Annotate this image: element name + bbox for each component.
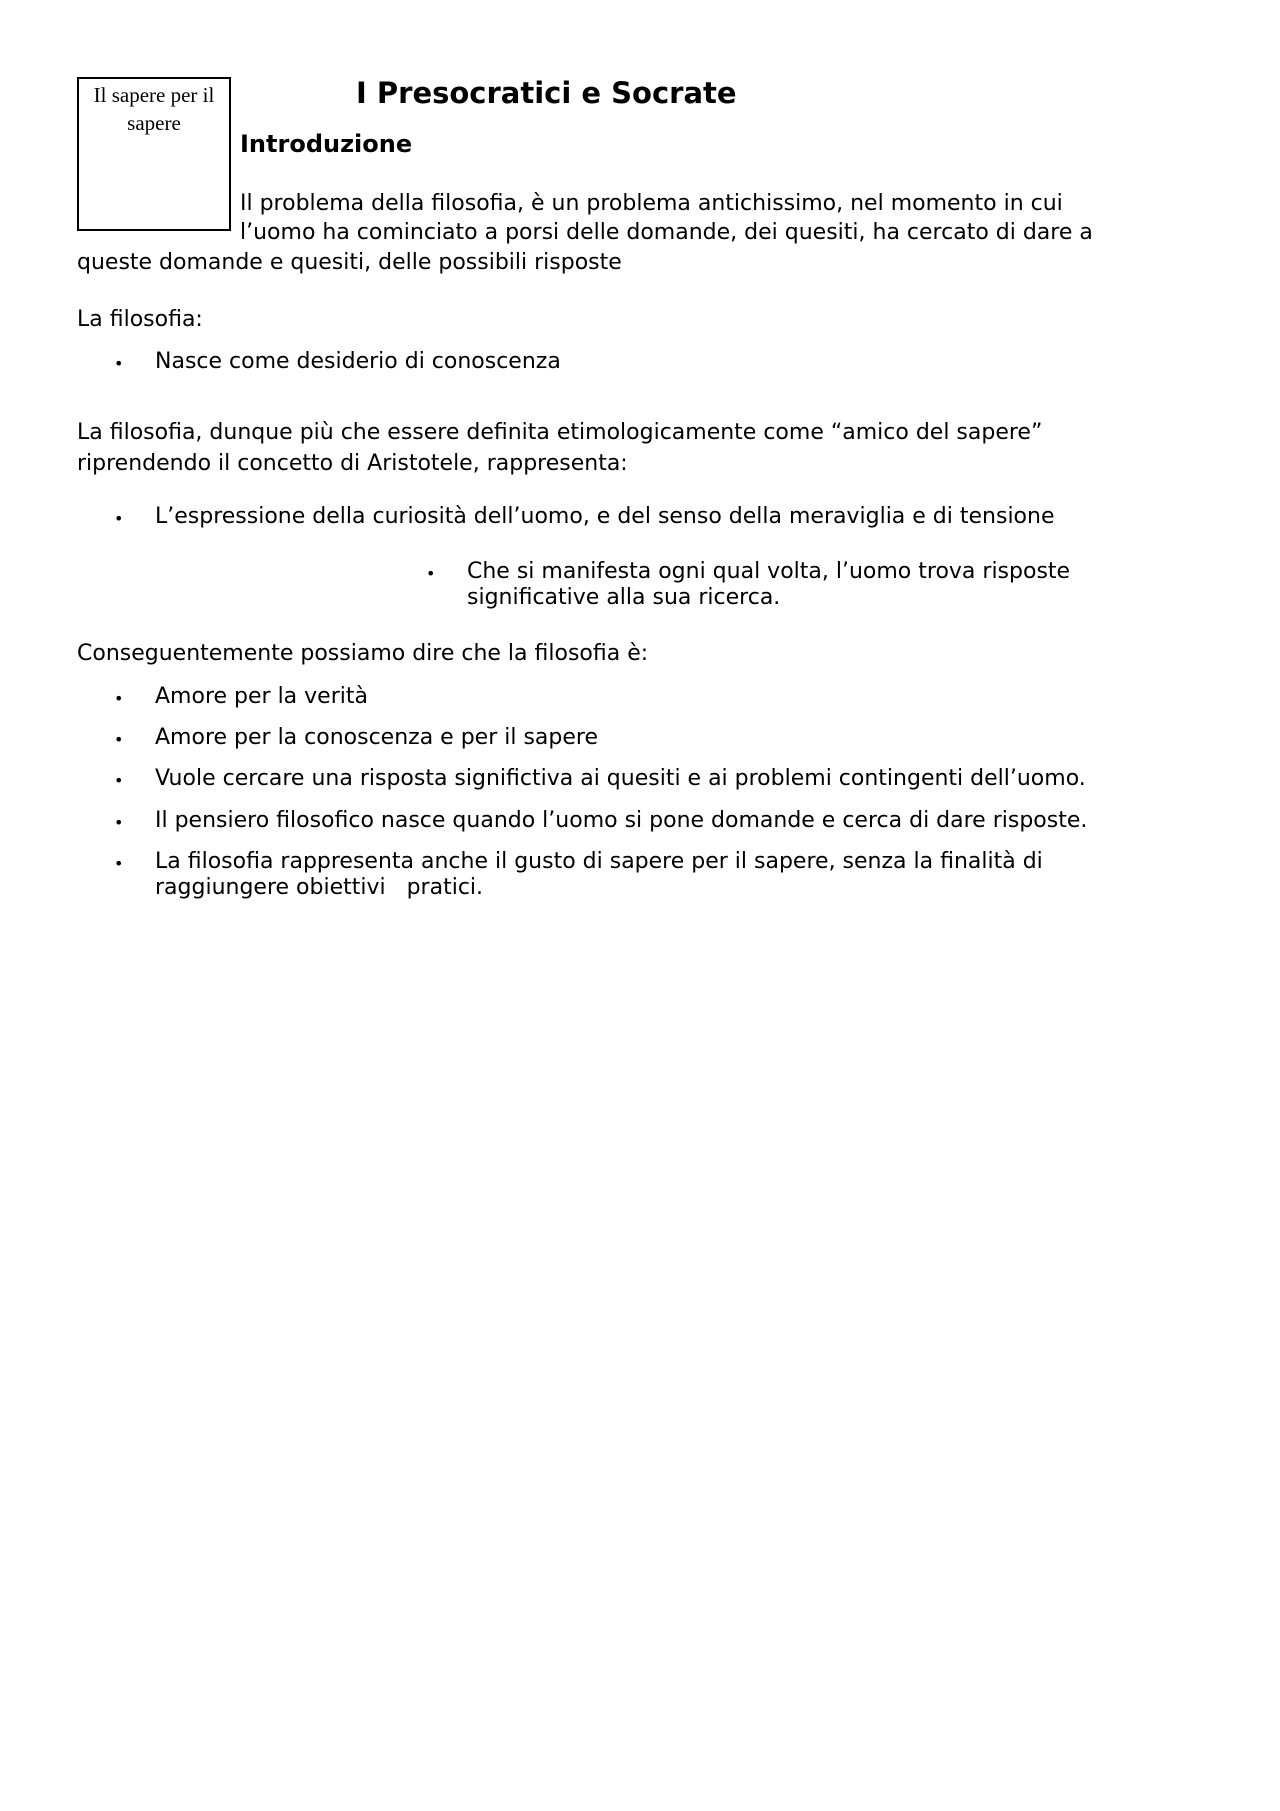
sidebar-box-line-1: Il sapere per il (93, 83, 215, 107)
section-subtitle: Introduzione (240, 130, 413, 158)
sidebar-box-line-2: sapere (127, 111, 181, 135)
bullet-glyph: • (114, 689, 124, 708)
list-item: Amore per la verità (155, 684, 368, 709)
section2-line-1: La filosofia, dunque più che essere definita etimologicamente come “amico del sapere” (77, 420, 1043, 445)
page-title: I Presocratici e Socrate (356, 76, 737, 110)
section3-heading: Conseguentemente possiamo dire che la filosofia è: (77, 641, 649, 666)
list-item-line-1: La filosofia rappresenta anche il gusto di sapere per il sapere, senza la finalità di (155, 849, 1043, 874)
bullet-glyph: • (114, 813, 124, 832)
sub-list-item-line-2: significative alla sua ricerca. (467, 585, 781, 610)
sidebar-text-box (77, 77, 231, 231)
bullet-glyph: • (426, 564, 436, 583)
list-item: Vuole cercare una risposta significtiva ai quesiti e ai problemi contingenti dell’uomo. (155, 766, 1086, 791)
bullet-glyph: • (114, 730, 124, 749)
list-item: Il pensiero filosofico nasce quando l’uomo si pone domande e cerca di dare risposte. (155, 808, 1088, 833)
bullet-glyph: • (114, 354, 124, 373)
list-item: Nasce come desiderio di conoscenza (155, 349, 561, 374)
bullet-glyph: • (114, 854, 124, 873)
intro-line-1: Il problema della filosofia, è un problema antichissimo, nel momento in cui (240, 191, 1063, 216)
bullet-glyph: • (114, 771, 124, 790)
list-item: Amore per la conoscenza e per il sapere (155, 725, 598, 750)
list-item: L’espressione della curiosità dell’uomo, e del senso della meraviglia e di tensione (155, 504, 1055, 529)
intro-line-3: queste domande e quesiti, delle possibili risposte (77, 250, 622, 275)
section1-heading: La filosofia: (77, 307, 203, 332)
intro-line-2: l’uomo ha cominciato a porsi delle domande, dei quesiti, ha cercato di dare a (240, 220, 1093, 245)
list-item-line-2: raggiungere obiettivi pratici. (155, 875, 484, 900)
section2-line-2: riprendendo il concetto di Aristotele, rappresenta: (77, 451, 628, 476)
sub-list-item-line-1: Che si manifesta ogni qual volta, l’uomo trova risposte (467, 559, 1071, 584)
bullet-glyph: • (114, 509, 124, 528)
